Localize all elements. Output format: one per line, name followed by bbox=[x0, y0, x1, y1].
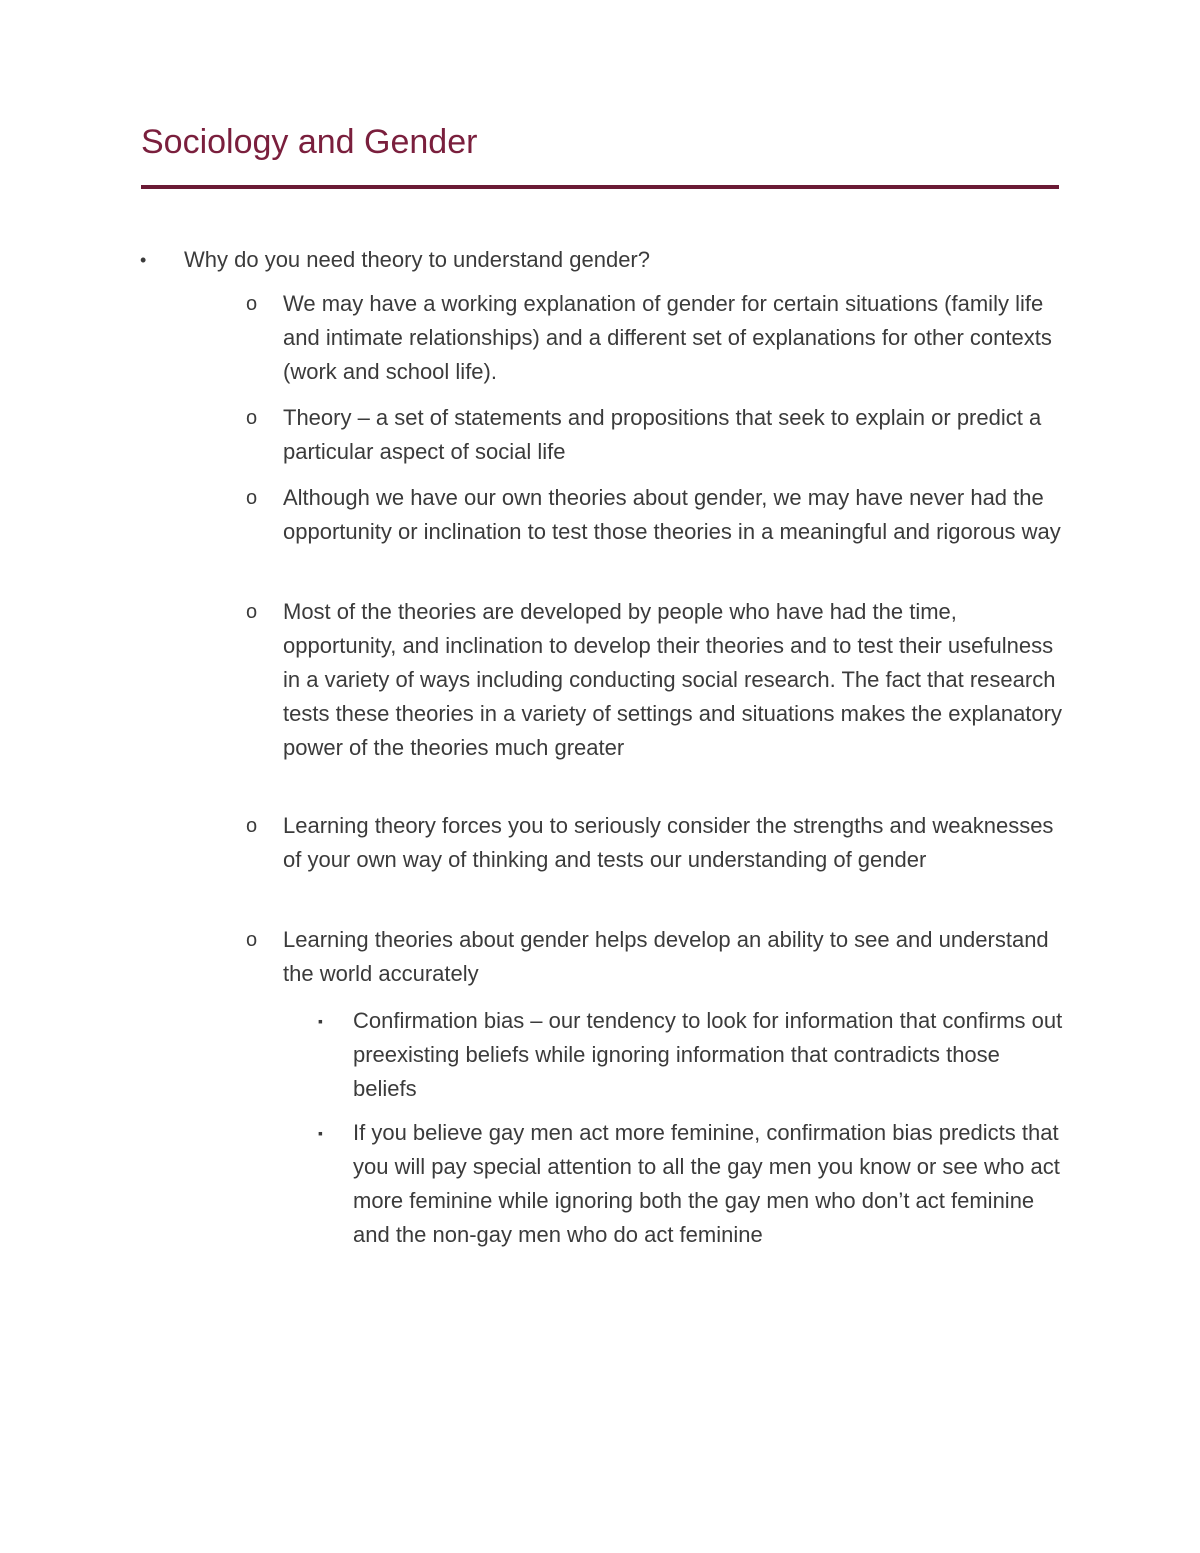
list-bullet: o bbox=[246, 407, 258, 429]
list-bullet: ▪ bbox=[318, 1125, 323, 1141]
list-bullet: ▪ bbox=[318, 1013, 323, 1029]
page-title: Sociology and Gender bbox=[141, 123, 478, 161]
list-item: Learning theory forces you to seriously consider the strengths and weaknesses of your own way of thinking and tests our understanding of gender bbox=[283, 813, 1054, 872]
list-subitem: Confirmation bias – our tendency to look for information that confirms out preexisting beliefs while ignoring information that contradicts those beliefs bbox=[353, 1008, 1063, 1101]
list-bullet: o bbox=[246, 601, 258, 623]
list-bullet: • bbox=[140, 250, 147, 270]
list-bullet: o bbox=[246, 293, 258, 315]
title-divider bbox=[141, 185, 1059, 189]
list-bullet: o bbox=[246, 487, 258, 509]
list-subitem: If you believe gay men act more feminine, confirmation bias predicts that you will pay special attention to all the gay men you know or see who act more feminine while ignoring both the gay men who don’t act feminine and the non-gay men who do act feminine bbox=[353, 1120, 1060, 1247]
list-item: We may have a working explanation of gender for certain situations (family life and intimate relationships) and a different set of explanations for other contexts (work and school life). bbox=[283, 291, 1052, 384]
list-item: Theory – a set of statements and propositions that seek to explain or predict a particular aspect of social life bbox=[283, 405, 1042, 464]
list-item: Although we have our own theories about gender, we may have never had the opportunity or inclination to test those theories in a meaningful and rigorous way bbox=[283, 485, 1061, 544]
list-bullet: o bbox=[246, 929, 258, 951]
list-item: Most of the theories are developed by people who have had the time, opportunity, and inclination to develop their theories and to test their usefulness in a variety of ways including conducting social research. The fact that research tests these theories in a variety of settings and situations makes the explanatory power of the theories much greater bbox=[283, 599, 1062, 760]
list-bullet: o bbox=[246, 815, 258, 837]
list-item: Learning theories about gender helps develop an ability to see and understand the world accurately bbox=[283, 927, 1049, 986]
list-item-question: Why do you need theory to understand gender? bbox=[184, 247, 650, 272]
